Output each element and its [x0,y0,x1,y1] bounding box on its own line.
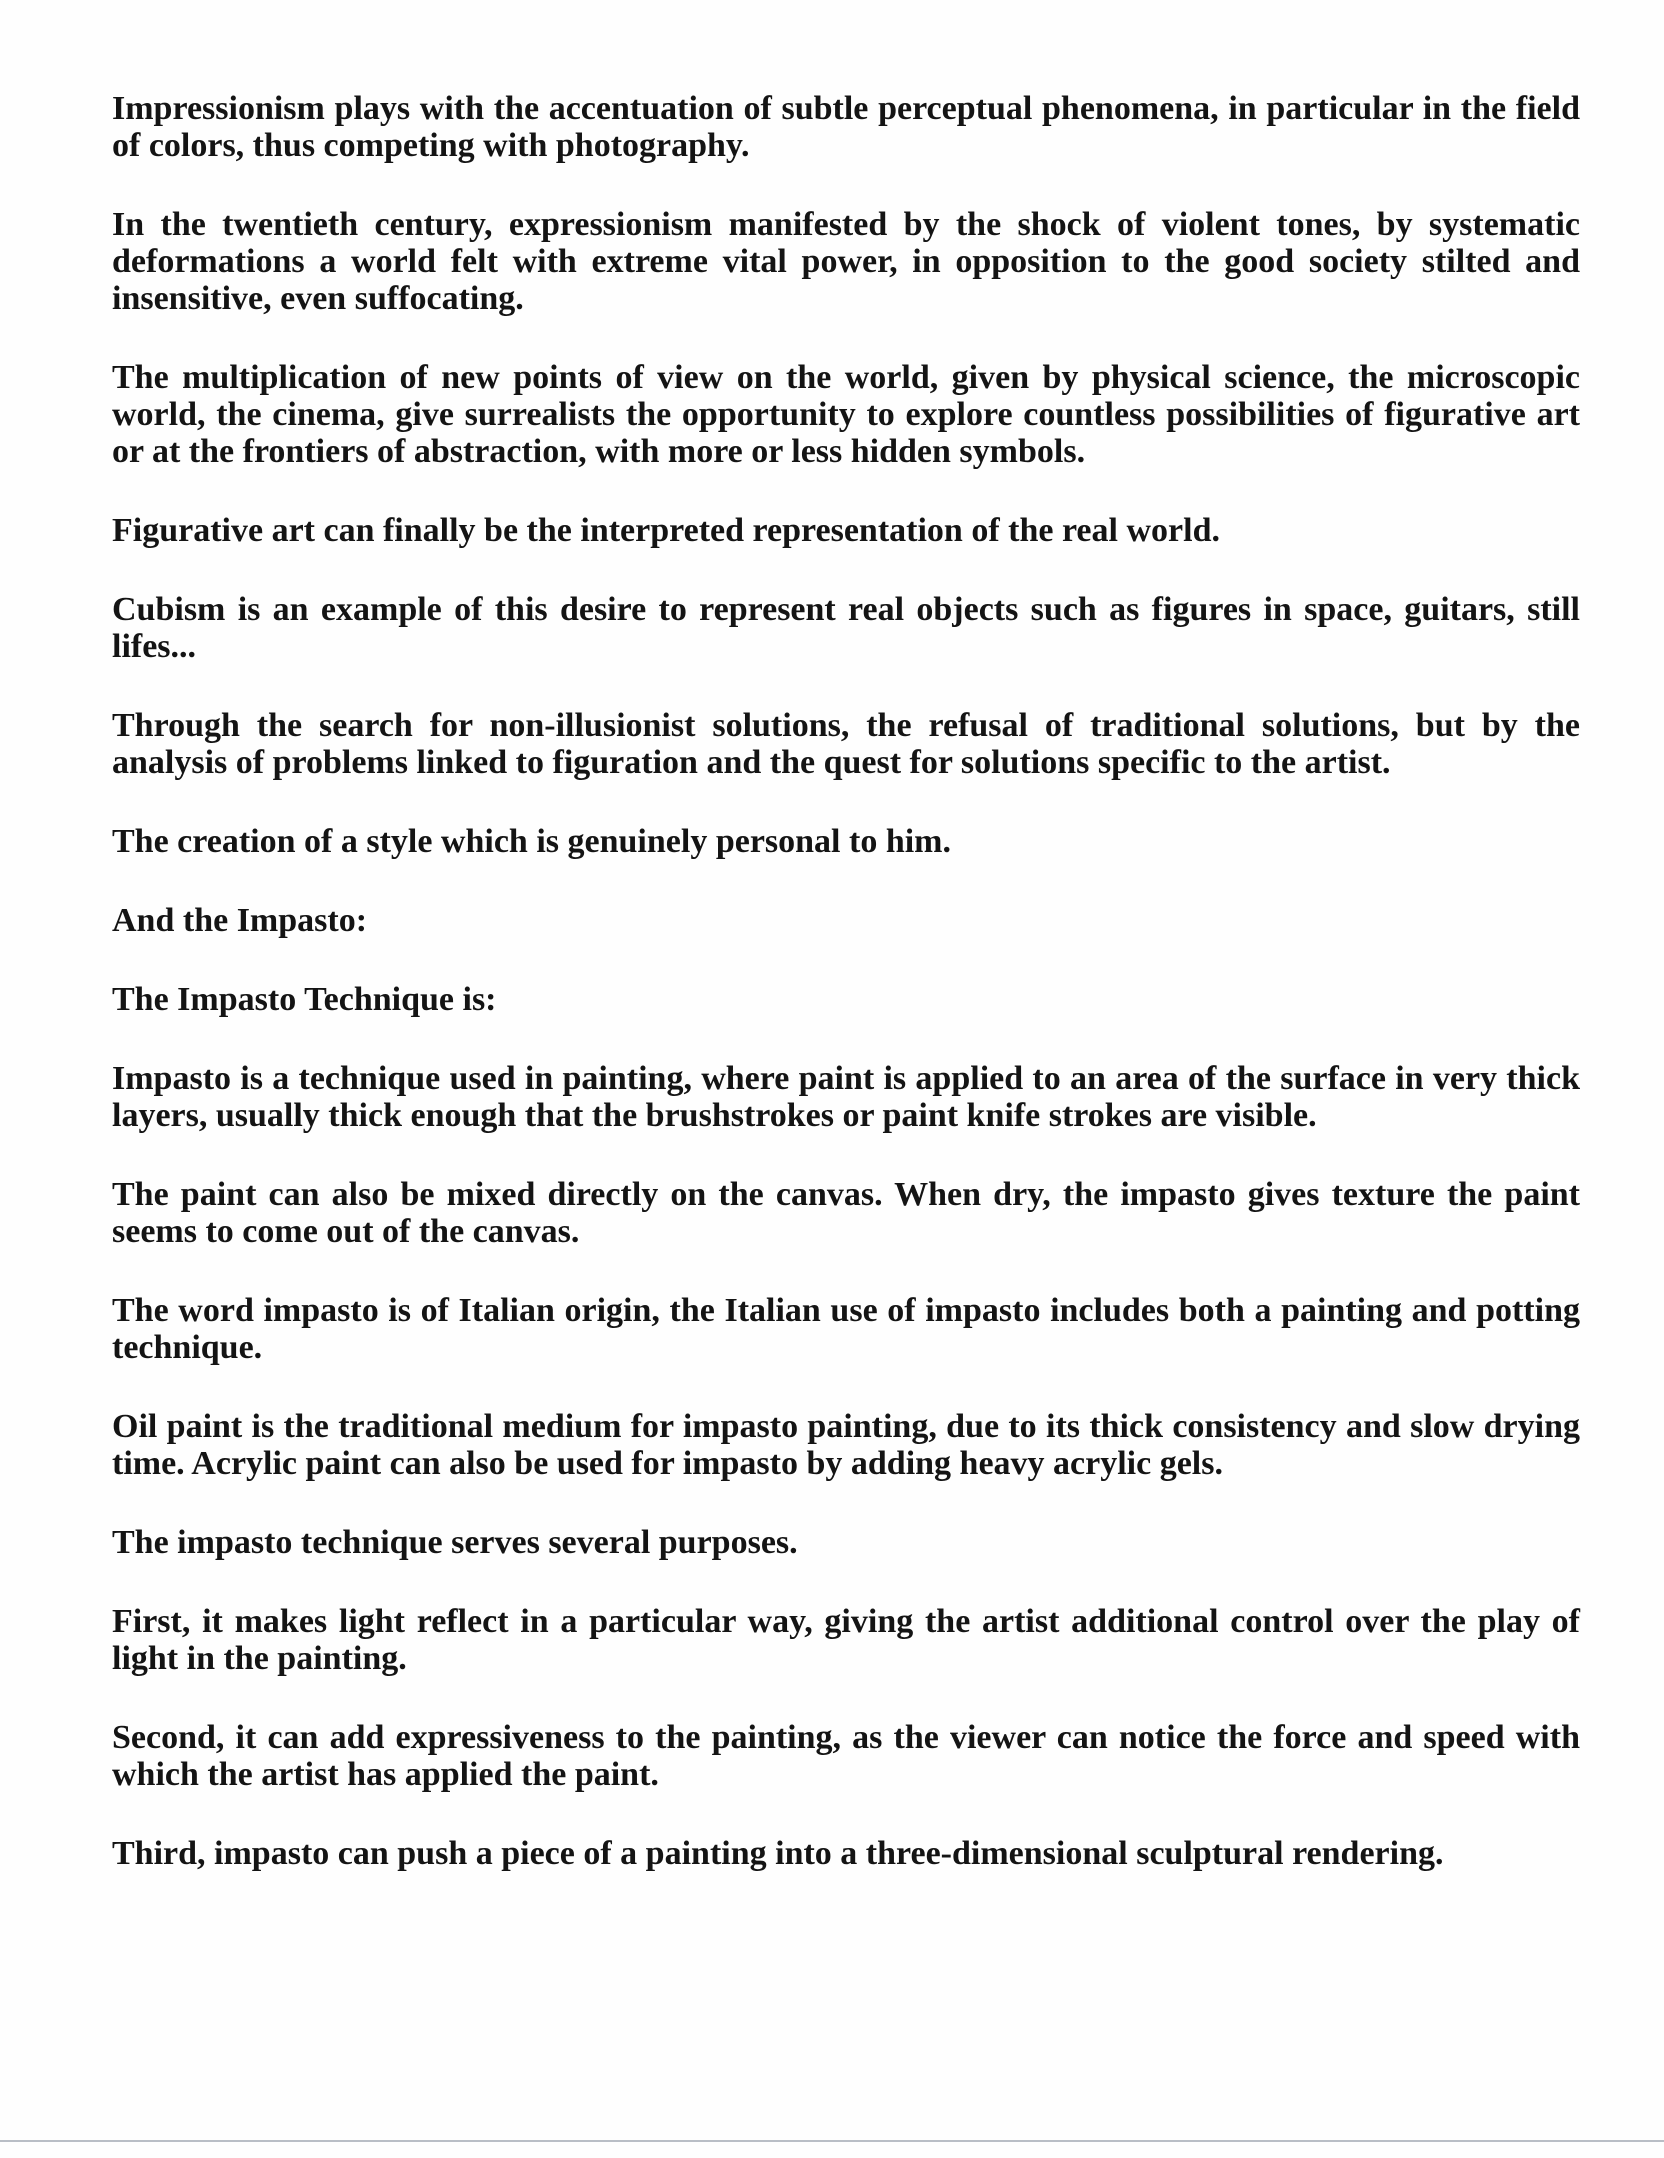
paragraph-surrealism: The multiplication of new points of view on the world, given by physical science, the microscopic world, the cinema, give surrealists the opportunity to explore countless possibilities of figurative art or at the frontiers of abstraction, with more or less hidden symbols. [112,359,1580,470]
paragraph-cubism: Cubism is an example of this desire to represent real objects such as figures in space, guitars, still lifes... [112,591,1580,665]
paragraph-impressionism: Impressionism plays with the accentuation of subtle perceptual phenomena, in particular in the field of colors, thus competing with photography. [112,90,1580,164]
paragraph-and-impasto: And the Impasto: [112,902,368,939]
paragraph-personal-style: The creation of a style which is genuinely personal to him. [112,823,951,860]
paragraph-mixed-on-canvas: The paint can also be mixed directly on the canvas. When dry, the impasto gives texture the paint seems to come out of the canvas. [112,1176,1580,1250]
paragraph-impasto-technique-heading: The Impasto Technique is: [112,981,497,1018]
paragraph-oil-paint: Oil paint is the traditional medium for impasto painting, due to its thick consistency and slow drying time. Acrylic paint can also be used for impasto by adding heavy acrylic gels. [112,1408,1580,1482]
bottom-divider [0,2140,1664,2142]
paragraph-purposes: The impasto technique serves several purposes. [112,1524,798,1561]
paragraph-non-illusionist: Through the search for non-illusionist solutions, the refusal of traditional solutions, but by the analysis of problems linked to figuration and the quest for solutions specific to the artist. [112,707,1580,781]
paragraph-figurative-art: Figurative art can finally be the interpreted representation of the real world. [112,512,1220,549]
document-body [112,90,1580,1872]
paragraph-second-purpose: Second, it can add expressiveness to the painting, as the viewer can notice the force and speed with which the artist has applied the paint. [112,1719,1580,1793]
paragraph-third-purpose: Third, impasto can push a piece of a painting into a three-dimensional sculptural rendering. [112,1835,1444,1872]
paragraph-expressionism: In the twentieth century, expressionism manifested by the shock of violent tones, by systematic deformations a world felt with extreme vital power, in opposition to the good society stilted and insensitive, even suffocating. [112,206,1580,317]
paragraph-italian-origin: The word impasto is of Italian origin, the Italian use of impasto includes both a painting and potting technique. [112,1292,1580,1366]
paragraph-first-purpose: First, it makes light reflect in a particular way, giving the artist additional control over the play of light in the painting. [112,1603,1580,1677]
paragraph-impasto-definition: Impasto is a technique used in painting, where paint is applied to an area of the surface in very thick layers, usually thick enough that the brushstrokes or paint knife strokes are visible. [112,1060,1580,1134]
